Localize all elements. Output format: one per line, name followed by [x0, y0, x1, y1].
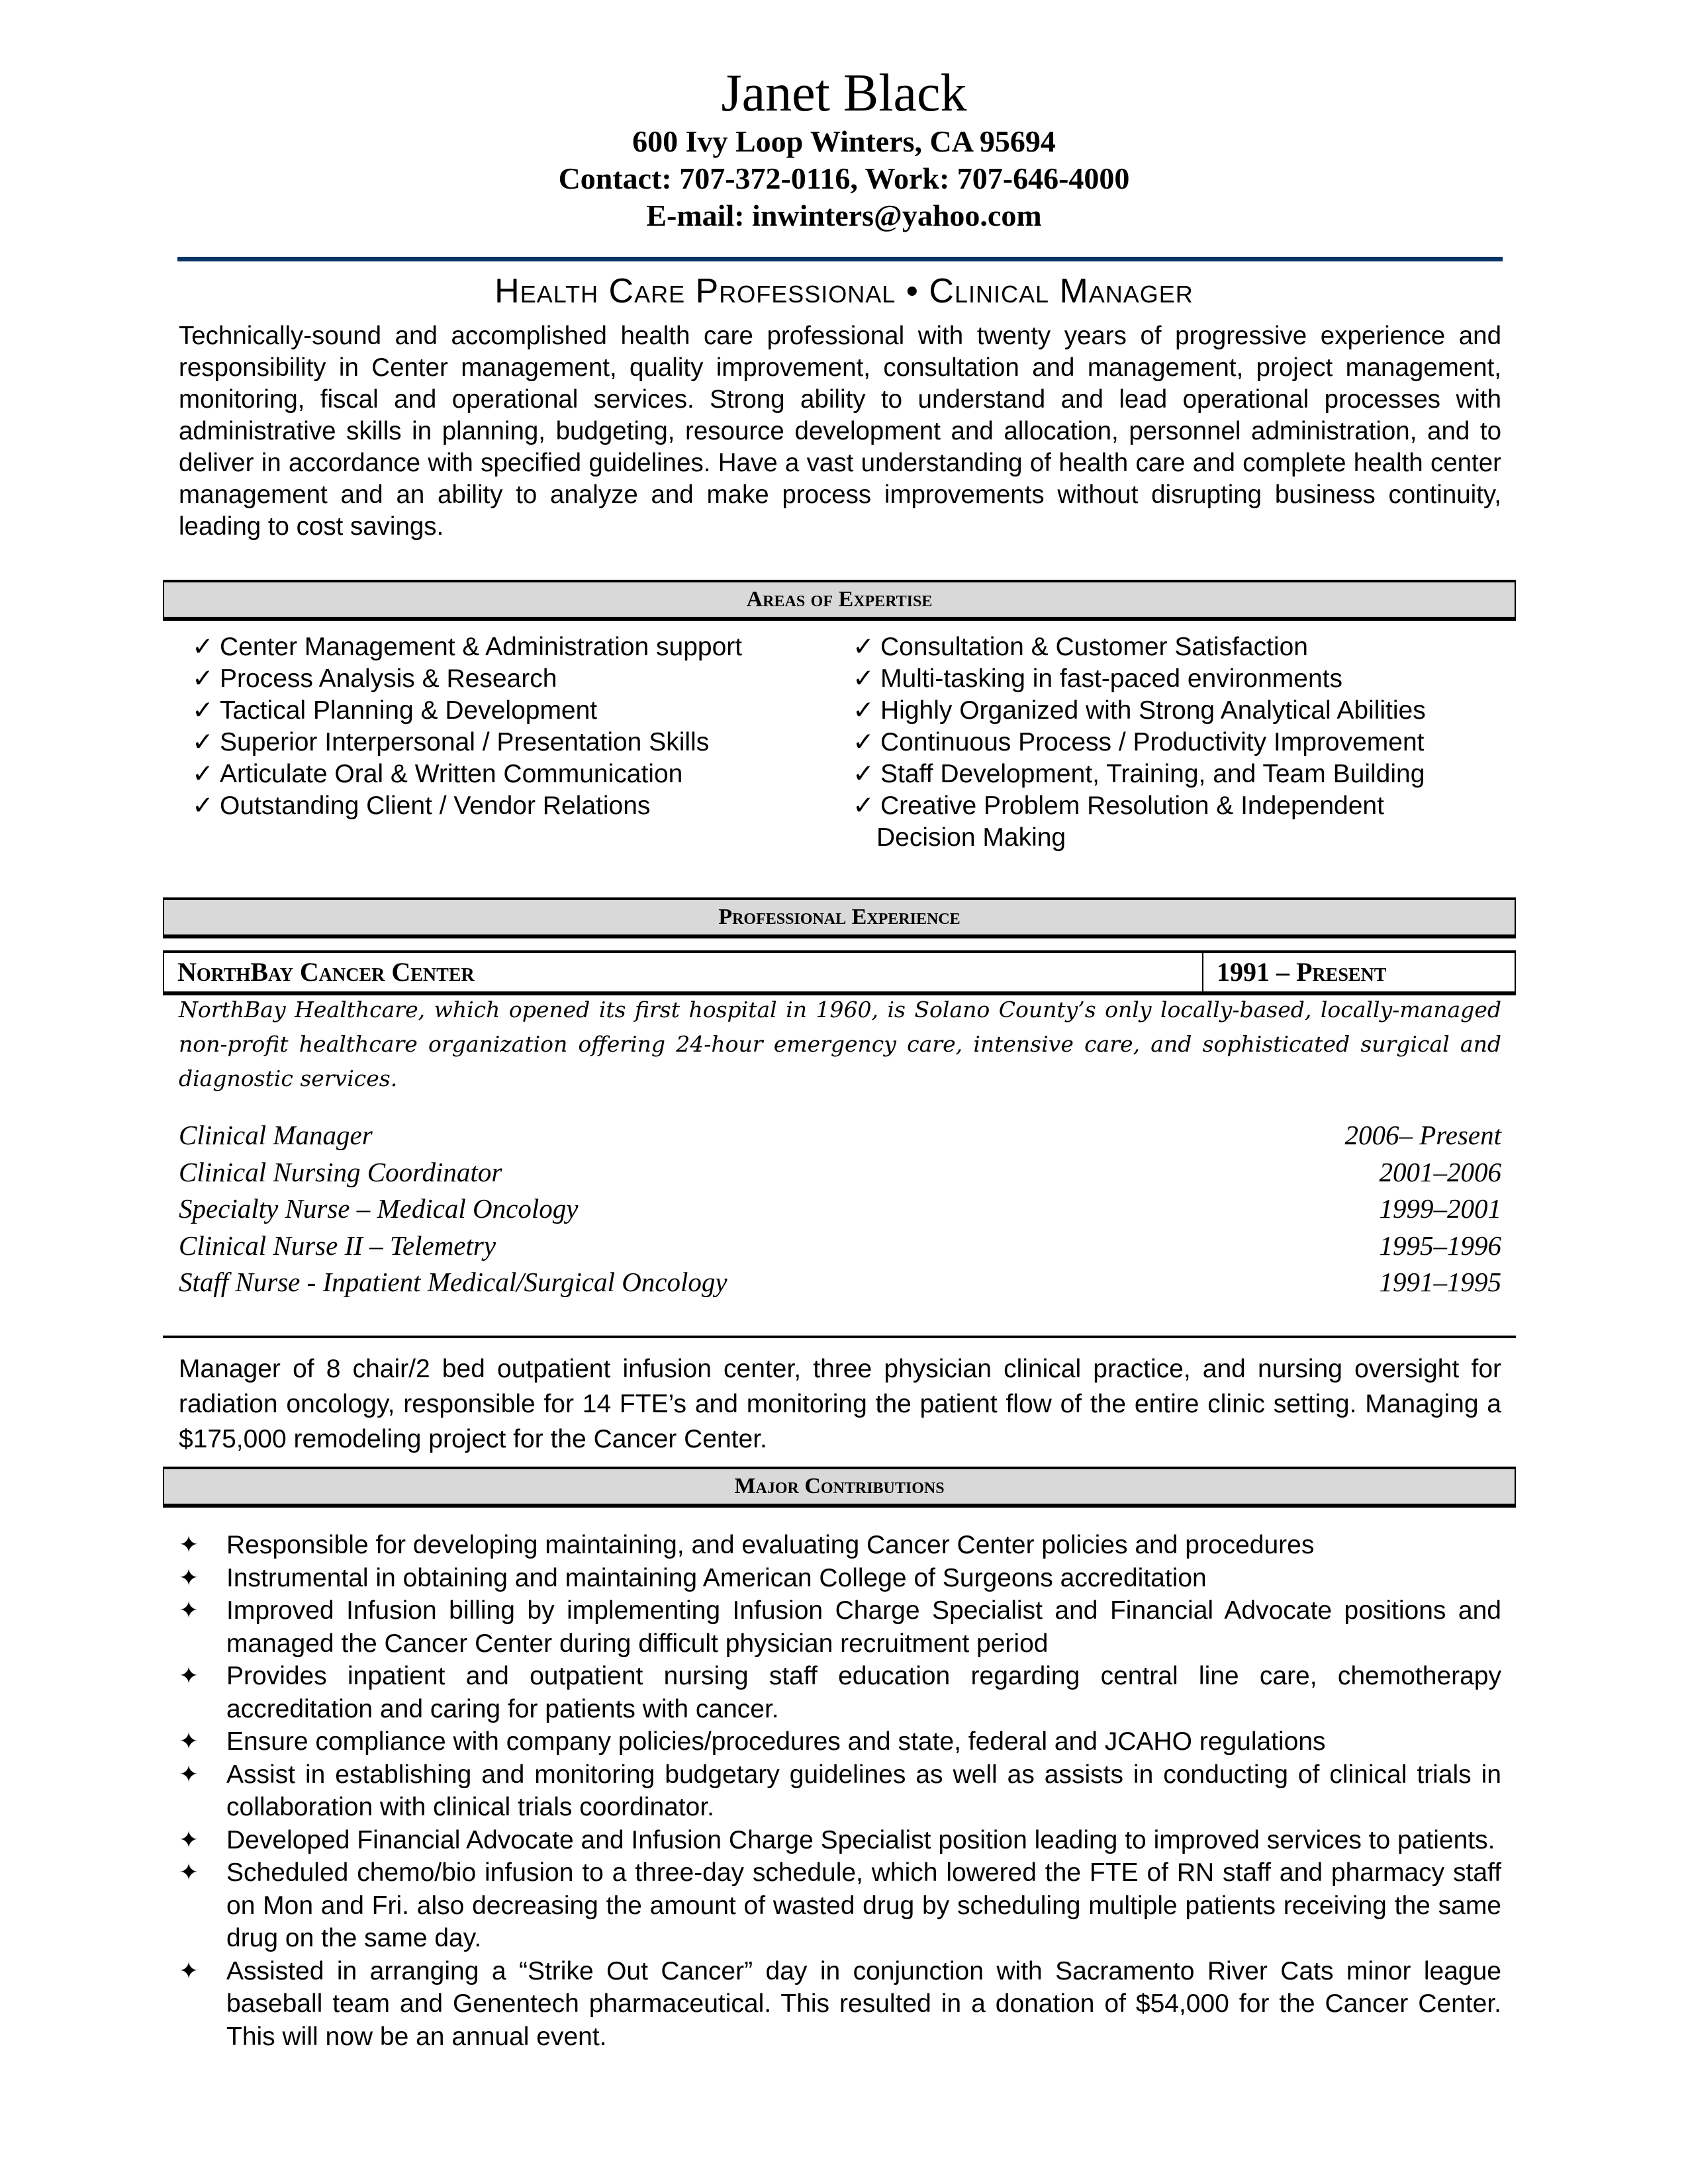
star-bullet-icon: ✦	[179, 1826, 199, 1854]
contribution-item: ✦ Provides inpatient and outpatient nursing staff education regarding central line care, chemotherapy accreditation and caring for patients with cancer.	[179, 1660, 1501, 1725]
employer-row	[163, 950, 1516, 995]
contribution-item: ✦ Improved Infusion billing by implementing Infusion Charge Specialist and Financial Advocate positions and managed the Cancer Center during difficult physician recruitment period	[179, 1594, 1501, 1660]
address: 600 Ivy Loop Winters, CA 95694	[632, 124, 1056, 158]
star-bullet-icon: ✦	[179, 1597, 199, 1624]
job-dates: 2001–2006	[1379, 1156, 1501, 1187]
check-icon: ✓	[192, 696, 214, 725]
job-row	[179, 1117, 1501, 1154]
job-row	[179, 1154, 1501, 1191]
check-icon: ✓	[192, 792, 214, 820]
employer-dates: 1991 – Present	[1217, 957, 1387, 987]
professional-headline: Health Care Professional • Clinical Manager	[494, 272, 1194, 310]
expertise-item: ✓ Creative Problem Resolution & Independent	[853, 790, 1426, 822]
check-icon: ✓	[192, 664, 214, 693]
contribution-item: ✦ Assist in establishing and monitoring budgetary guidelines as well as assists in conducting of clinical trials in collaboration with clinical trials coordinator.	[179, 1758, 1501, 1824]
section-header-experience: Professional Experience	[163, 897, 1516, 938]
job-dates: 1999–2001	[1379, 1193, 1501, 1224]
job-titles-list	[179, 1117, 1501, 1301]
job-title: Clinical Manager	[179, 1120, 373, 1150]
summary-paragraph: Technically-sound and accomplished health care professional with twenty years of progressive experience and responsibility in Center management, quality improvement, consultation and management, project management, monitoring, fiscal and operational services. Strong ability to understand and lead operational processes with administrative skills in planning, budgeting, resource development and allocation, personnel administration, and to deliver in accordance with specified guidelines. Have a vast understanding of health care and complete health center management and an ability to analyze and make process improvements without disrupting business continuity, leading to cost savings.	[179, 322, 1501, 541]
section-header-contributions: Major Contributions	[163, 1467, 1516, 1508]
expertise-item: ✓ Articulate Oral & Written Communication	[192, 758, 742, 790]
email: E-mail: inwinters@yahoo.com	[646, 199, 1042, 232]
job-dates: 2006– Present	[1344, 1120, 1501, 1150]
check-icon: ✓	[853, 664, 874, 693]
employer-name: NorthBay Cancer Center	[177, 957, 475, 987]
expertise-item: ✓ Tactical Planning & Development	[192, 695, 742, 727]
check-icon: ✓	[853, 633, 874, 661]
header-divider	[177, 257, 1503, 261]
check-icon: ✓	[192, 633, 214, 661]
contribution-item: ✦ Scheduled chemo/bio infusion to a three-day schedule, which lowered the FTE of RN staff and pharmacy staff on Mon and Fri. also decreasing the amount of wasted drug by scheduling multiple patients receiving the same drug on the same day.	[179, 1856, 1501, 1955]
role-description: Manager of 8 chair/2 bed outpatient infusion center, three physician clinical practice, and nursing oversight for radiation oncology, responsible for 14 FTE’s and monitoring the patient flow of the entire clinic setting. Managing a $175,000 remodeling project for the Cancer Center.	[179, 1355, 1501, 1453]
job-title: Staff Nurse - Inpatient Medical/Surgical Oncology	[179, 1267, 727, 1297]
job-title: Clinical Nursing Coordinator	[179, 1156, 502, 1187]
star-bullet-icon: ✦	[179, 1760, 199, 1788]
expertise-item: ✓ Staff Development, Training, and Team Building	[853, 758, 1426, 790]
employer-description: NorthBay Healthcare, which opened its first hospital in 1960, is Solano County’s only locally-based, locally-managed non-profit healthcare organization offering 24-hour emergency care, intensive care, and sophisticated surgical and diagnostic services.	[179, 997, 1501, 1091]
check-icon: ✓	[853, 760, 874, 788]
expertise-item: ✓ Center Management & Administration support	[192, 631, 742, 663]
check-icon: ✓	[853, 792, 874, 820]
contribution-item: ✦ Responsible for developing maintaining, and evaluating Cancer Center policies and procedures	[179, 1529, 1501, 1562]
expertise-item: ✓ Highly Organized with Strong Analytical Abilities	[853, 695, 1426, 727]
contributions-list	[179, 1529, 1501, 2053]
expertise-item: ✓ Multi-tasking in fast-paced environments	[853, 663, 1426, 695]
expertise-item: ✓ Consultation & Customer Satisfaction	[853, 631, 1426, 663]
star-bullet-icon: ✦	[179, 1957, 199, 1985]
star-bullet-icon: ✦	[179, 1662, 199, 1690]
contribution-item: ✦ Developed Financial Advocate and Infusion Charge Specialist position leading to improved services to patients.	[179, 1824, 1501, 1857]
section-header-expertise: Areas of Expertise	[163, 580, 1516, 621]
check-icon: ✓	[853, 696, 874, 725]
candidate-name: Janet Black	[721, 64, 967, 122]
expertise-list-right	[853, 631, 1426, 854]
expertise-item-continuation: Decision Making	[876, 823, 1066, 852]
check-icon: ✓	[853, 728, 874, 756]
expertise-item: ✓ Continuous Process / Productivity Improvement	[853, 727, 1426, 758]
contribution-item: ✦ Ensure compliance with company policies/procedures and state, federal and JCAHO regulations	[179, 1725, 1501, 1758]
expertise-list-left	[192, 631, 742, 822]
star-bullet-icon: ✦	[179, 1564, 199, 1592]
expertise-item: ✓ Outstanding Client / Vendor Relations	[192, 790, 742, 822]
check-icon: ✓	[192, 728, 214, 756]
contribution-item: ✦ Assisted in arranging a “Strike Out Cancer” day in conjunction with Sacramento River Cats minor league baseball team and Genentech pharmaceutical. This resulted in a donation of $54,000 for the Cancer Center. This will now be an annual event.	[179, 1955, 1501, 2054]
job-row	[179, 1228, 1501, 1265]
check-icon: ✓	[192, 760, 214, 788]
star-bullet-icon: ✦	[179, 1728, 199, 1755]
expertise-item: ✓ Superior Interpersonal / Presentation Skills	[192, 727, 742, 758]
job-dates: 1991–1995	[1379, 1267, 1501, 1297]
job-title: Clinical Nurse II – Telemetry	[179, 1230, 496, 1261]
experience-divider	[163, 1336, 1516, 1338]
expertise-item: ✓ Process Analysis & Research	[192, 663, 742, 695]
employer-row-divider	[1202, 953, 1203, 991]
star-bullet-icon: ✦	[179, 1531, 199, 1559]
star-bullet-icon: ✦	[179, 1859, 199, 1886]
job-row	[179, 1191, 1501, 1228]
phone-numbers: Contact: 707-372-0116, Work: 707-646-4000	[558, 161, 1130, 195]
job-row	[179, 1264, 1501, 1301]
contribution-item: ✦ Instrumental in obtaining and maintaining American College of Surgeons accreditation	[179, 1562, 1501, 1595]
job-dates: 1995–1996	[1379, 1230, 1501, 1261]
job-title: Specialty Nurse – Medical Oncology	[179, 1193, 579, 1224]
